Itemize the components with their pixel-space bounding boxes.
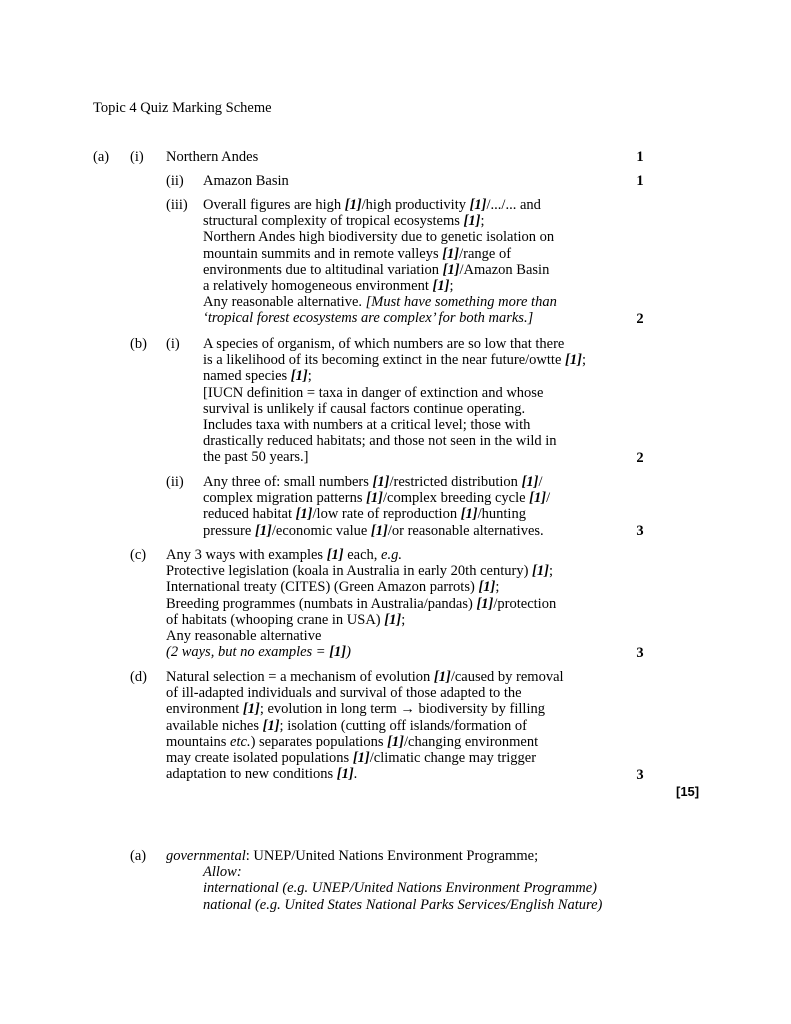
answer-line: survival is unlikely if causal factors continue operating. [203, 400, 526, 417]
part-d-label: (d) [130, 669, 147, 685]
answer-line: drastically reduced habitats; and those not seen in the wild in [203, 433, 557, 450]
part-b-ii-answer [203, 474, 550, 539]
answer-line: Northern Andes high biodiversity due to genetic isolation on [203, 229, 555, 246]
answer-line: available niches [1]; isolation (cutting off islands/formation of [166, 717, 527, 734]
answer-line: complex migration patterns [1]/complex breeding cycle [1]/ [203, 490, 551, 507]
answer-line: international (e.g. UNEP/United Nations Environment Programme) [203, 880, 598, 897]
answer-line: Overall figures are high [1]/high productivity [1]/.../... and [203, 197, 541, 213]
part-b-i-label: (i) [166, 336, 180, 352]
part-d-mark: 3 [636, 767, 644, 783]
answer-line: a relatively homogeneous environment [1]; [203, 278, 454, 295]
answer-line: Protective legislation (koala in Australia in early 20th century) [1]; [166, 563, 553, 580]
part-c-label: (c) [130, 547, 147, 563]
part-c-answer [166, 547, 556, 660]
q2-part-a-answer [166, 848, 602, 913]
part-a-i-label: (i) [130, 149, 144, 165]
answer-line: national (e.g. United States National Parks Services/English Nature) [203, 896, 603, 913]
answer-line: pressure [1]/economic value [1]/or reasonable alternatives. [203, 522, 544, 539]
answer-line: Natural selection = a mechanism of evolution [1]/caused by removal [166, 669, 564, 685]
answer-line: Includes taxa with numbers at a critical level; those with [203, 417, 531, 434]
answer-line: ‘tropical forest ecosystems are complex’ for both marks.] [203, 310, 534, 327]
part-c-mark: 3 [636, 645, 644, 661]
part-a-iii-answer [203, 197, 557, 327]
answer-line: Any three of: small numbers [1]/restricted distribution [1]/ [203, 474, 543, 490]
answer-line: adaptation to new conditions [1]. [166, 766, 358, 783]
part-a-label: (a) [93, 149, 110, 165]
answer-line: [IUCN definition = taxa in danger of extinction and whose [203, 384, 544, 401]
answer-line: mountain summits and in remote valleys [1]/range of [203, 245, 512, 262]
total-marks: [15] [676, 784, 700, 799]
part-a-ii-label: (ii) [166, 173, 184, 189]
part-b-ii-mark: 3 [636, 523, 644, 539]
part-a-i-mark: 1 [636, 149, 644, 165]
q2-part-a-label: (a) [130, 848, 147, 864]
answer-line: of ill-adapted individuals and survival of those adapted to the [166, 685, 522, 702]
answer-line: environments due to altitudinal variation [1]/Amazon Basin [203, 261, 550, 278]
part-a-ii-mark: 1 [636, 173, 644, 189]
answer-line: Any reasonable alternative [166, 628, 322, 645]
answer-line: reduced habitat [1]/low rate of reproduction [1]/hunting [203, 506, 526, 523]
answer-line: named species [1]; [203, 368, 312, 385]
answer-line: may create isolated populations [1]/climatic change may trigger [166, 750, 537, 767]
answer-line: (2 ways, but no examples = [1]) [166, 644, 351, 661]
part-b-i-answer [203, 336, 586, 466]
answer-line: the past 50 years.] [203, 449, 309, 466]
part-a-iii-label: (iii) [166, 197, 188, 213]
part-a-i-answer: Northern Andes [166, 149, 259, 165]
answer-line: International treaty (CITES) (Green Amazon parrots) [1]; [166, 579, 500, 596]
answer-line: structural complexity of tropical ecosystems [1]; [203, 213, 485, 230]
part-b-label: (b) [130, 336, 147, 352]
answer-line: Any 3 ways with examples [1] each, e.g. [166, 547, 402, 563]
part-a-iii-mark: 2 [636, 311, 644, 327]
part-d-answer [166, 669, 564, 782]
answer-line: governmental: UNEP/United Nations Environment Programme; [166, 848, 539, 864]
answer-line: Any reasonable alternative. [Must have something more than [203, 294, 557, 311]
page-title: Topic 4 Quiz Marking Scheme [93, 100, 272, 116]
answer-line: mountains etc.) separates populations [1]/changing environment [166, 733, 539, 750]
answer-line: is a likelihood of its becoming extinct in the near future/owtte [1]; [203, 352, 586, 369]
answer-line: Allow: [203, 864, 242, 881]
part-b-i-mark: 2 [636, 450, 644, 466]
part-a-ii-answer: Amazon Basin [203, 173, 289, 189]
part-b-ii-label: (ii) [166, 474, 184, 490]
answer-line: A species of organism, of which numbers are so low that there [203, 336, 565, 352]
answer-line: of habitats (whooping crane in USA) [1]; [166, 611, 406, 628]
answer-line: environment [1]; evolution in long term → biodiversity by filling [166, 701, 545, 718]
answer-line: Breeding programmes (numbats in Australia/pandas) [1]/protection [166, 595, 557, 612]
